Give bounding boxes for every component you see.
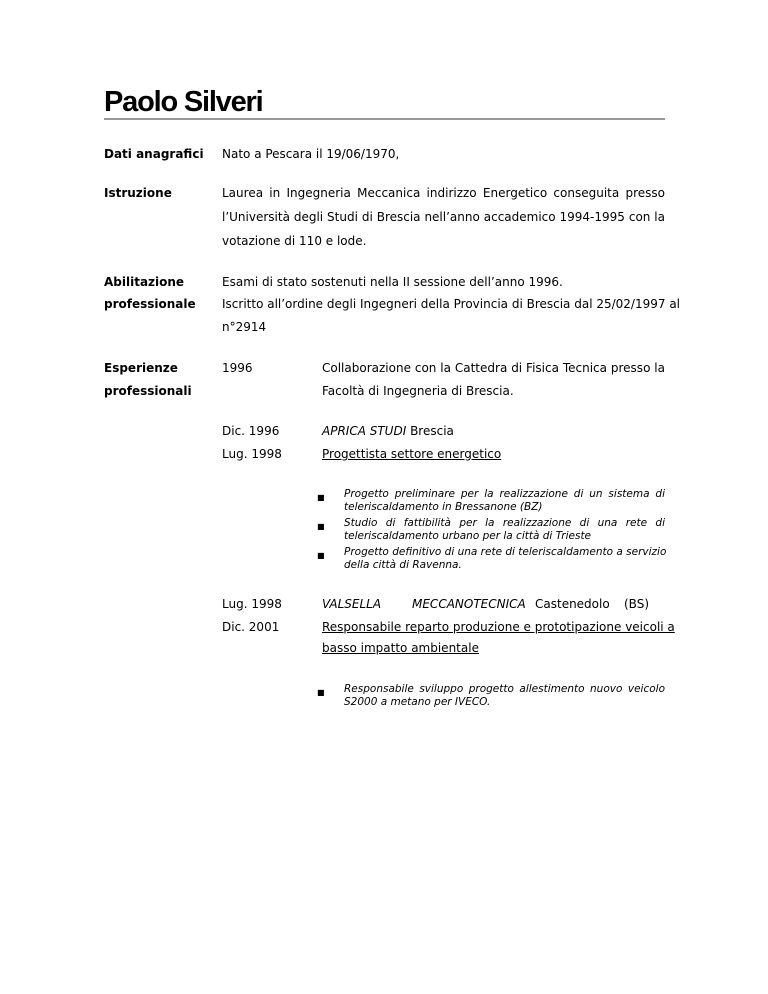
experience-role: basso impatto ambientale bbox=[322, 641, 479, 655]
istruzione-line: votazione di 110 e lode. bbox=[222, 234, 367, 248]
bullet-square-icon: ■ bbox=[317, 688, 325, 697]
abilitazione-line: Iscritto all’ordine degli Ingegneri della Provincia di Brescia dal 25/02/1997 al bbox=[222, 297, 681, 311]
experience-company-line bbox=[322, 424, 454, 438]
experience-role: Progettista settore energetico bbox=[322, 447, 502, 461]
label-professionale: professionale bbox=[104, 297, 196, 311]
label-abilitazione: Abilitazione bbox=[104, 275, 185, 289]
label-professionali: professionali bbox=[104, 384, 192, 398]
istruzione-line: l’Università degli Studi di Brescia nell’anno accademico 1994-1995 con la bbox=[222, 210, 665, 224]
experience-role: Responsabile reparto produzione e prototipazione veicoli a bbox=[322, 620, 675, 634]
experience-date-end: Lug. 1998 bbox=[222, 447, 282, 461]
title-divider bbox=[104, 118, 665, 120]
bullet-square-icon: ■ bbox=[317, 493, 325, 502]
company-location: Brescia bbox=[410, 424, 454, 438]
bullet-square-icon: ■ bbox=[317, 522, 325, 531]
label-dati-anagrafici: Dati anagrafici bbox=[104, 147, 204, 161]
experience-date-start: Lug. 1998 bbox=[222, 597, 282, 611]
company-province: (BS) bbox=[624, 597, 650, 611]
company-name: MECCANOTECNICA bbox=[412, 597, 526, 611]
bullet-item: ■ Progetto definitivo di una rete di teleriscaldamento a servizio della città di Ravenna. bbox=[317, 546, 667, 571]
company-name: VALSELLA bbox=[322, 597, 382, 611]
company-location: Castenedolo bbox=[535, 597, 610, 611]
bullet-square-icon: ■ bbox=[317, 551, 325, 560]
page-title: Paolo Silveri bbox=[104, 86, 263, 118]
abilitazione-line: n°2914 bbox=[222, 320, 267, 334]
company-name: APRICA STUDI bbox=[322, 424, 407, 438]
bullet-item: ■ Responsabile sviluppo progetto allestimento nuovo veicolo S2000 a metano per IVECO. bbox=[317, 683, 665, 708]
bullet-item: ■ Studio di fattibilità per la realizzazione di una rete di teleriscaldamento urbano per la città di Trieste bbox=[317, 517, 665, 542]
istruzione-line: Laurea in Ingegneria Meccanica indirizzo Energetico conseguita presso bbox=[222, 186, 665, 200]
experience-description: Collaborazione con la Cattedra di Fisica Tecnica presso la bbox=[322, 361, 665, 375]
experience-date-end: Dic. 2001 bbox=[222, 620, 280, 634]
label-istruzione: Istruzione bbox=[104, 186, 172, 200]
dati-anagrafici-text: Nato a Pescara il 19/06/1970, bbox=[222, 147, 400, 161]
experience-description: Facoltà di Ingegneria di Brescia. bbox=[322, 384, 514, 398]
experience-date-start: Dic. 1996 bbox=[222, 424, 280, 438]
label-esperienze: Esperienze bbox=[104, 361, 178, 375]
experience-date: 1996 bbox=[222, 361, 253, 375]
bullet-item: ■ Progetto preliminare per la realizzazione di un sistema di teleriscaldamento in Bressanone (BZ) bbox=[317, 488, 665, 513]
abilitazione-line: Esami di stato sostenuti nella II sessione dell’anno 1996. bbox=[222, 275, 563, 289]
